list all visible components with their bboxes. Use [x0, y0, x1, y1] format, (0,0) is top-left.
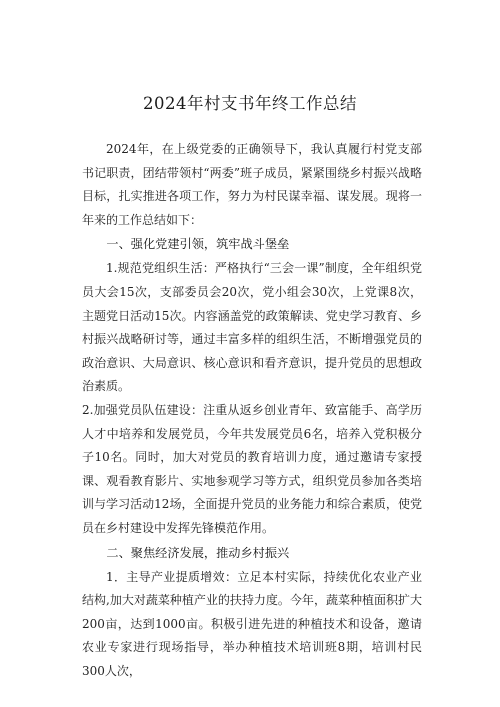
paragraph-organization-life: 1.规范党组织生活：严格执行“三会一课”制度，全年组织党员大会15次，支部委员会20次，党小组会30次，上党课8次，主题党日活动15次。内容涵盖党的政策解读、党史学习教育、乡村振兴战略研讨等，通过丰富多样的组织生活，不断增强党员的政治意识、大局意识、核心意识和看齐意识，提升党员的思想政治素质。 — [82, 261, 422, 394]
section-heading-economic-development: 二、聚焦经济发展，推动乡村振兴 — [106, 545, 290, 560]
intro-paragraph: 2024年，在上级党委的正确领导下，我认真履行村党支部书记职责，团结带领村“两委”班子成员，紧紧围绕乡村振兴战略目标，扎实推进各项工作，努力为村民谋幸福、谋发展。现将一年来的工作总结如下： — [82, 142, 422, 227]
section-heading-party-building: 一、强化党建引领，筑牢战斗堡垒 — [106, 237, 290, 252]
paragraph-member-team: 2.加强党员队伍建设：注重从返乡创业青年、致富能手、高学历人才中培养和发展党员，今年共发展党员6名，培养入党积极分子10名。同时，加大对党员的教育培训力度，通过邀请专家授课、观看教育影片、实地参观学习等方式，组织党员参加各类培训与学习活动12场，全面提升党员的业务能力和综合素质，使党员在乡村建设中发挥先锋模范作用。 — [82, 402, 422, 535]
document-title: 2024年村支书年终工作总结 — [143, 94, 357, 113]
paragraph-leading-industry: 1．主导产业提质增效：立足本村实际，持续优化农业产业结构,加大对蔬菜种植产业的扶持力度。今年，蔬菜种植面积扩大200亩，达到1000亩。积极引进先进的种植技术和设备，邀请农业专家进行现场指导，举办种植技术培训班8期，培训村民300人次， — [82, 569, 422, 678]
document-body — [82, 138, 422, 683]
